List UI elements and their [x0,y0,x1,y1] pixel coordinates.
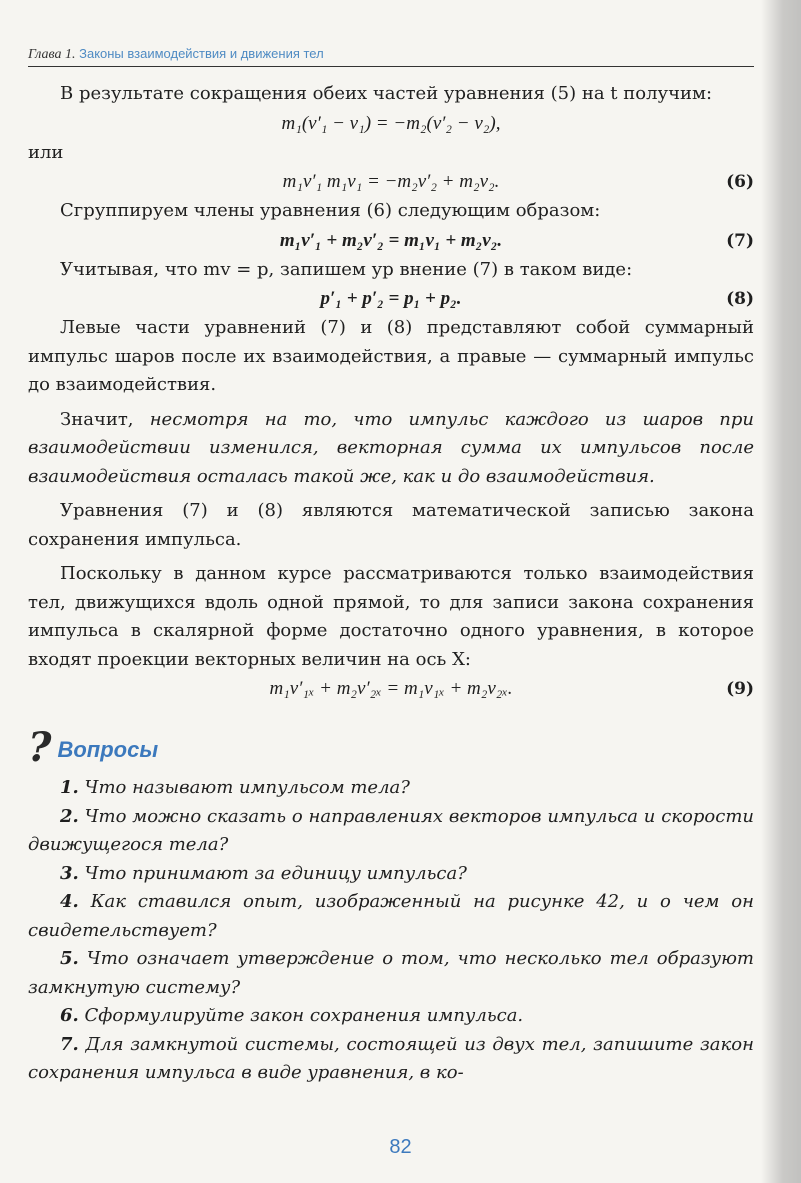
paragraph-5-conclusion [28,406,754,492]
question-number: 7. [60,1033,79,1055]
paragraph-6: Уравнения (7) и (8) являются математической записью закона сохранения импульса. [28,500,754,550]
question-item [28,774,754,803]
equation-text: p′₁ + p′₂ = p₁ + p₂. [320,288,462,309]
question-item [28,1002,754,1031]
question-item [28,860,754,889]
equation-9 [28,674,754,704]
question-number: 2. [60,805,79,827]
page-edge-shadow [761,0,801,1183]
question-number: 5. [60,948,79,969]
questions-title: Вопросы [57,737,159,762]
question-item [28,888,754,945]
page-number: 82 [389,1136,412,1158]
paragraph-1: В результате сокращения обеих частей уравнения (5) на t получим: [60,83,713,104]
equation-text: m₁(v′₁ − v₁) = −m₂(v′₂ − v₂), [281,112,501,134]
questions-list [28,774,754,1088]
equation-text: m₁v′₁ₓ + m₂v′₂ₓ = m₁v₁ₓ + m₂v₂ₓ. [269,678,513,699]
equation-text: m₁v′₁ + m₂v′₂ = m₁v₁ + m₂v₂. [279,229,503,251]
question-text: Сформулируйте закон сохранения импульса. [84,1005,524,1026]
paragraph-7: Поскольку в данном курсе рассматриваются только взаимодействия тел, движущихся вдоль одной прямой, то для записи закона сохранения импульса в скалярной форме достаточно одного уравнения, в которое входят проекции векторных величин на ось X: [28,563,754,670]
question-text: Как ставился опыт, изображенный на рисунке 42, и о чем он свидетельствует? [28,891,754,941]
spacer [28,704,754,716]
conclusion-lead: Значит, [60,408,134,430]
question-item [28,945,754,1002]
equation-8 [28,284,754,314]
question-item [28,803,754,860]
question-text: Для замкнутой системы, состоящей из двух тел, запишите закон сохранения импульса в виде уравнения, в ко- [28,1033,754,1083]
equation-number: (8) [726,289,754,309]
questions-heading [28,724,754,771]
equation-number: (7) [726,230,754,251]
equation-6 [28,167,754,197]
equation-unnumbered [28,109,754,139]
paragraph-3: Учитывая, что mv = p, запишем ур внение (7) в таком виде: [60,258,633,280]
question-text: Что принимают за единицу импульса? [84,862,467,884]
or-word: или [28,141,64,163]
question-number: 1. [60,777,79,798]
equation-number: (6) [726,172,754,192]
paragraph-4: Левые части уравнений (7) и (8) представляют собой суммарный импульс шаров после их взаимодействия, а правые — суммарный импульс до взаимодействия. [28,317,754,395]
running-header [28,46,754,63]
chapter-label: Глава 1. [28,47,76,62]
header-rule [28,66,754,67]
conclusion-italic: несмотря на то, что импульс каждого из шаров при взаимодействии изменился, векторная сумма их импульсов после взаимодействия осталась такой же, как и до взаимодействия. [28,408,754,487]
page-content [28,80,754,1088]
question-number: 4. [60,891,79,912]
question-mark-icon: ? [28,724,52,771]
question-text: Что можно сказать о направлениях векторов импульса и скорости движущегося тела? [28,805,754,855]
chapter-title: Законы взаимодействия и движения тел [79,46,324,61]
spacer [28,716,754,728]
paragraph-2: Сгруппируем члены уравнения (6) следующим образом: [60,200,601,221]
question-number: 3. [60,862,79,884]
equation-text: m₁v′₁ m₁v₁ = −m₂v′₂ + m₂v₂. [282,171,500,192]
question-text: Что означает утверждение о том, что несколько тел образуют замкнутую систему? [28,948,754,998]
equation-number: (9) [726,679,754,699]
question-number: 6. [60,1005,79,1026]
equation-7 [28,226,754,256]
question-item [28,1031,754,1088]
question-text: Что называют импульсом тела? [84,777,410,798]
